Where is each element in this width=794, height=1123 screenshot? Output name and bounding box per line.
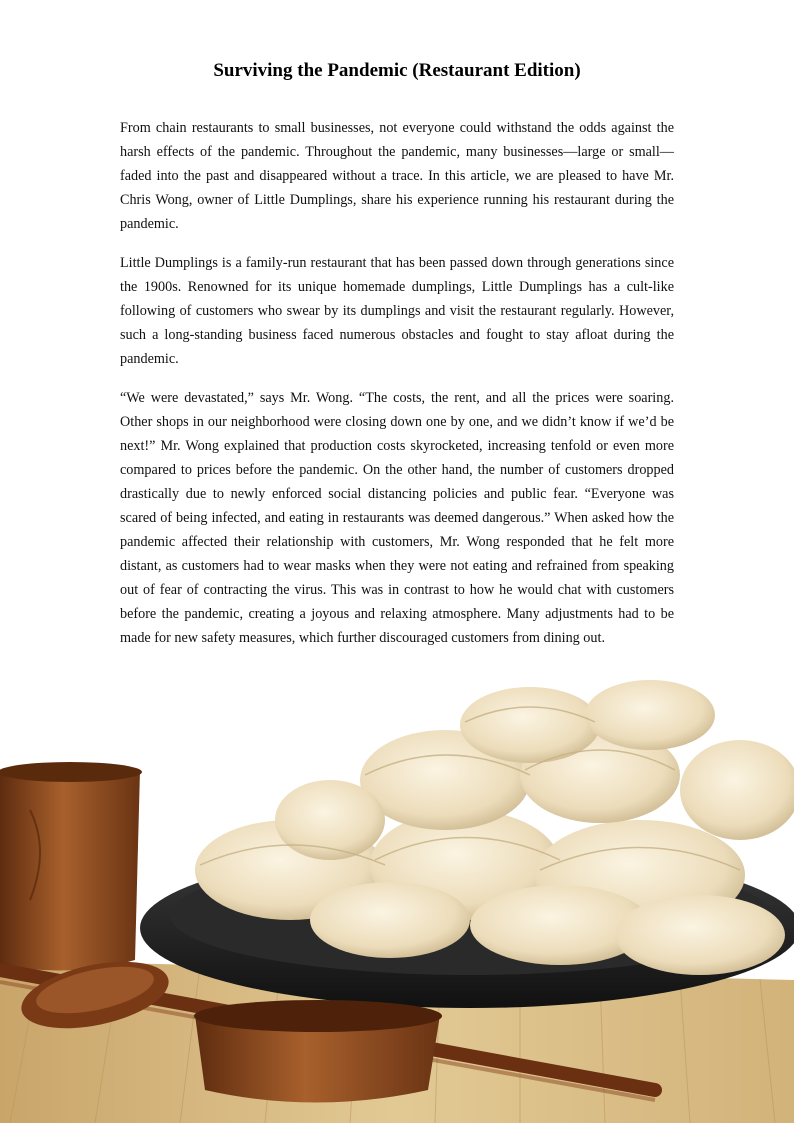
dumplings-photo bbox=[0, 660, 794, 1123]
article-title: Surviving the Pandemic (Restaurant Edition) bbox=[213, 60, 581, 81]
paragraph-interview: “We were devastated,” says Mr. Wong. “The costs, the rent, and all the prices were soaring. Other shops in our neighborhood were closing down one by one, and we didn’t know if we’d be next!” Mr. Wong explained that production costs skyrocketed, increasing tenfold or even more compared to prices before the pandemic. On the other hand, the number of customers dropped drastically due to newly enforced social distancing policies and public fear. “Everyone was scared of being infected, and eating in restaurants was deemed dangerous.” When asked how the pandemic affected their relationship with customers, Mr. Wong responded that he felt more distant, as customers had to wear masks when they were not eating and refrained from speaking out of fear of contracting the virus. This was in contrast to how he would chat with customers before the pandemic, creating a joyous and relaxing atmosphere. Many adjustments had to be made for new safety measures, which further discouraged customers from dining out. bbox=[120, 390, 674, 646]
wooden-spoon-bowl bbox=[194, 1000, 442, 1103]
wooden-cup bbox=[0, 762, 142, 970]
paragraph-intro: From chain restaurants to small businesses, not everyone could withstand the odds against the harsh effects of the pandemic. Throughout the pandemic, many businesses—large or small—faded into the past and disappeared without a trace. In this article, we are pleased to have Mr. Chris Wong, owner of Little Dumplings, share his experience running his restaurant during the pandemic. bbox=[120, 120, 674, 232]
paragraph-background: Little Dumplings is a family-run restaurant that has been passed down through generations since the 1900s. Renowned for its unique homemade dumplings, Little Dumplings has a cult-like following of customers who swear by its dumplings and visit the restaurant regularly. However, such a long-standing business faced numerous obstacles and fought to stay afloat during the pandemic. bbox=[120, 255, 674, 367]
article-body bbox=[120, 116, 674, 665]
